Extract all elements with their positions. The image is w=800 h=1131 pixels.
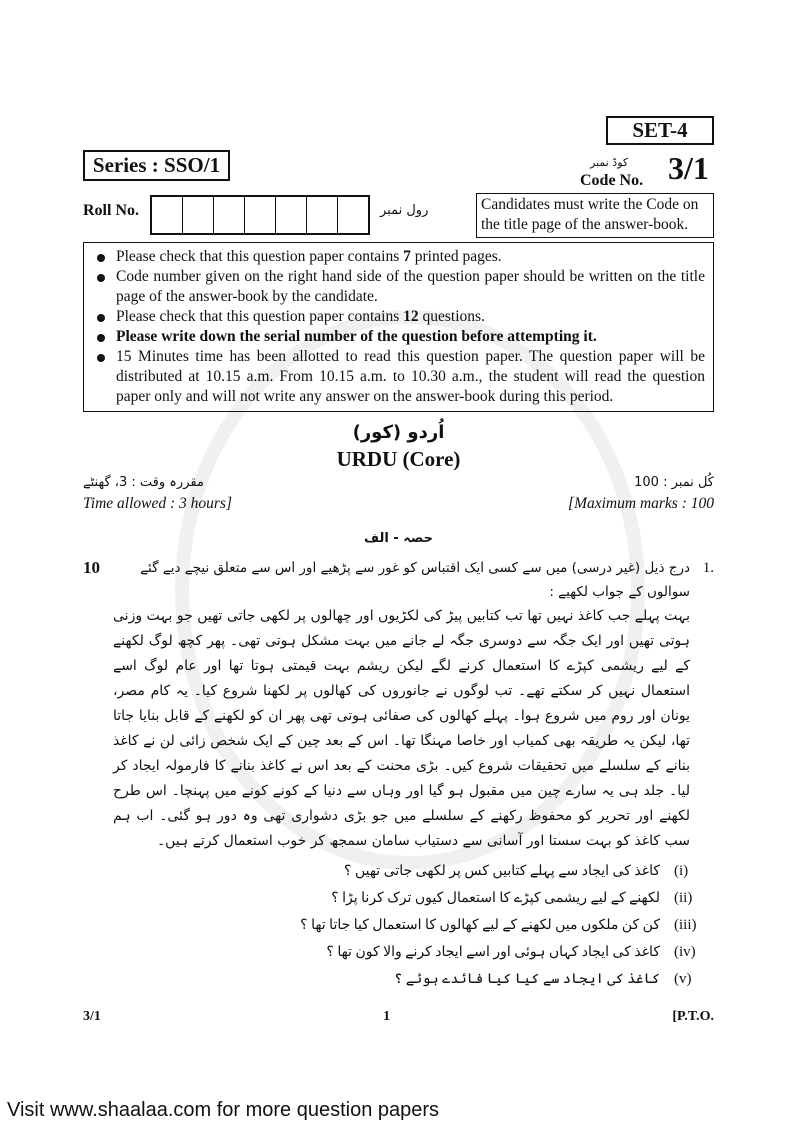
- time-allowed: Time allowed : 3 hours]: [83, 495, 232, 512]
- instruction-item: [116, 267, 705, 307]
- subquestion-text: کاغذ کی ایجاد سے کیا کیا فائدے ہوئے ؟: [394, 972, 660, 987]
- pto-label: [P.T.O.: [672, 1009, 714, 1024]
- footer-code: 3/1: [83, 1009, 101, 1024]
- instruction-text: 12: [403, 308, 419, 325]
- question-instruction: درج ذیل (غیر درسی) میں سے کسی ایک اقتباس کو غور سے پڑھیے اور اس سے متعلق نیچے دیے گئے سوالوں کے جواب لکھیے :: [140, 560, 690, 600]
- time-marks-urdu-row: [83, 472, 714, 494]
- subquestion: [83, 885, 714, 912]
- subject-title: URDU (Core): [336, 447, 461, 471]
- instruction-text: 7: [403, 248, 411, 265]
- code-label-urdu: کوڈ نمبر: [590, 156, 629, 169]
- instruction-text: printed pages.: [410, 248, 502, 265]
- subquestion: [83, 966, 714, 993]
- subquestion-number: (v): [674, 971, 692, 987]
- question-number: 1.: [702, 560, 714, 576]
- series-label: Series : SSO/1: [83, 150, 230, 181]
- instruction-item: [116, 327, 705, 347]
- page-footer: [83, 1007, 714, 1027]
- subquestion-number: (iii): [674, 917, 697, 933]
- code-value: 3/1: [668, 150, 709, 186]
- subquestion-text: لکھنے کے لیے ریشمی کپڑے کا استعمال کیوں ترک کرنا پڑا ؟: [331, 891, 660, 906]
- instruction-text: Please write down the serial number of the question before attempting it.: [116, 328, 597, 345]
- comprehension-passage: بہت پہلے جب کاغذ نہیں تھا تب کتابیں پیڑ کی لکڑیوں اور چھالوں پر لکھی جاتی تھیں جو بہت وزنی ہوتی تھیں اور ایک جگہ سے دوسری جگہ لے جانے میں بہت مشکل ہوتی تھی۔ پھر کچھ لوگ لکھنے کے لیے ریشمی کپڑے کا استعمال کرنے لگے لیکن ریشم بہت قیمتی ہوتا تھا اور عام لوگ اسے استعمال نہیں کر سکتے تھے۔ تب لوگوں نے جانوروں کی کھالوں پر لکھنا شروع کیا۔ یہ کام مصر، یونان اور روم میں شروع ہوا۔ پہلے کھالوں کی صفائی ہوتی تھی پھر ان کو لکھنے کے قابل بنایا جاتا تھا، لیکن یہ طریقہ بھی کمیاب اور خاصا مہنگا تھا۔ اس کے بعد چین کے ایک شخص زائی لن نے کاغذ بنانے کے سلسلے میں تحقیقات شروع کیں۔ بڑی محنت کے بعد اس نے کاغذ بنانے کا فارمولہ ایجاد کر لیا۔ جلد ہی یہ سارے چین میں مقبول ہو گیا اور وہاں سے دنیا کے کونے کونے میں پہنچا۔ اس طرح لکھنے اور تحریر کو محفوظ رکھنے کے سلسلے میں جو بڑی دشواری تھی وہ دور ہو گئی۔ اب ہم سب کاغذ کو بہت سستا اور آسانی سے دستیاب سامان سمجھ کر خوب استعمال کرتے ہیں۔: [113, 608, 690, 849]
- subquestion: [83, 858, 714, 885]
- instruction-text: questions.: [418, 308, 485, 325]
- site-banner-link[interactable]: Visit www.shaalaa.com for more question papers: [7, 1099, 440, 1121]
- subquestion-number: (iv): [674, 944, 696, 960]
- page-number: 1: [383, 1009, 391, 1024]
- time-marks-row: [83, 494, 714, 514]
- subquestion-text: کن کن ملکوں میں لکھنے کے لیے کھالوں کا استعمال کیا جاتا تھا ؟: [300, 918, 660, 933]
- candidates-note: Candidates must write the Code on the title page of the answer-book.: [476, 193, 714, 238]
- code-label: Code No.: [580, 172, 644, 189]
- instructions-box: [83, 242, 714, 412]
- question-header: [83, 556, 714, 604]
- instruction-text: Please check that this question paper contains: [116, 248, 404, 265]
- subquestion-text: کاغذ کی ایجاد سے پہلے کتابیں کس پر لکھی جاتی تھیں ؟: [344, 864, 660, 879]
- subject-title-urdu: اُردو (کور): [352, 422, 445, 443]
- set-label: SET-4: [606, 116, 714, 145]
- instruction-text: Code number given on the right hand side of the question paper should be written on the title page of the answer-book by the candidate.: [116, 268, 705, 305]
- subquestion: [83, 939, 714, 966]
- roll-label: Roll No.: [83, 202, 139, 219]
- subquestion-text: کاغذ کی ایجاد کہاں ہوئی اور اسے ایجاد کرنے والا کون تھا ؟: [326, 945, 660, 960]
- instruction-item: [116, 247, 705, 267]
- instruction-item: [116, 347, 705, 407]
- section-heading: حصہ - الف: [363, 531, 434, 546]
- max-marks-urdu: کُل نمبر : 100: [634, 475, 714, 490]
- subquestion-number: (ii): [674, 890, 693, 906]
- instruction-text: 15 Minutes time has been allotted to read this question paper. The question paper will be distributed at 10.15 a.m. From 10.15 a.m. to 10.30 a.m., the student will read the question paper only and will not write any answer on the answer-book during this period.: [116, 348, 705, 405]
- roll-label-urdu: رول نمبر: [380, 203, 429, 218]
- subquestion: [83, 912, 714, 939]
- question-marks: 10: [83, 558, 100, 577]
- instruction-item: [116, 307, 705, 327]
- time-allowed-urdu: مقررہ وقت : 3، گھنٹے: [83, 475, 204, 490]
- subquestion-list: [83, 858, 714, 993]
- subquestion-number: (i): [674, 863, 689, 879]
- instruction-text: Please check that this question paper contains: [116, 308, 404, 325]
- max-marks: [Maximum marks : 100: [568, 495, 714, 512]
